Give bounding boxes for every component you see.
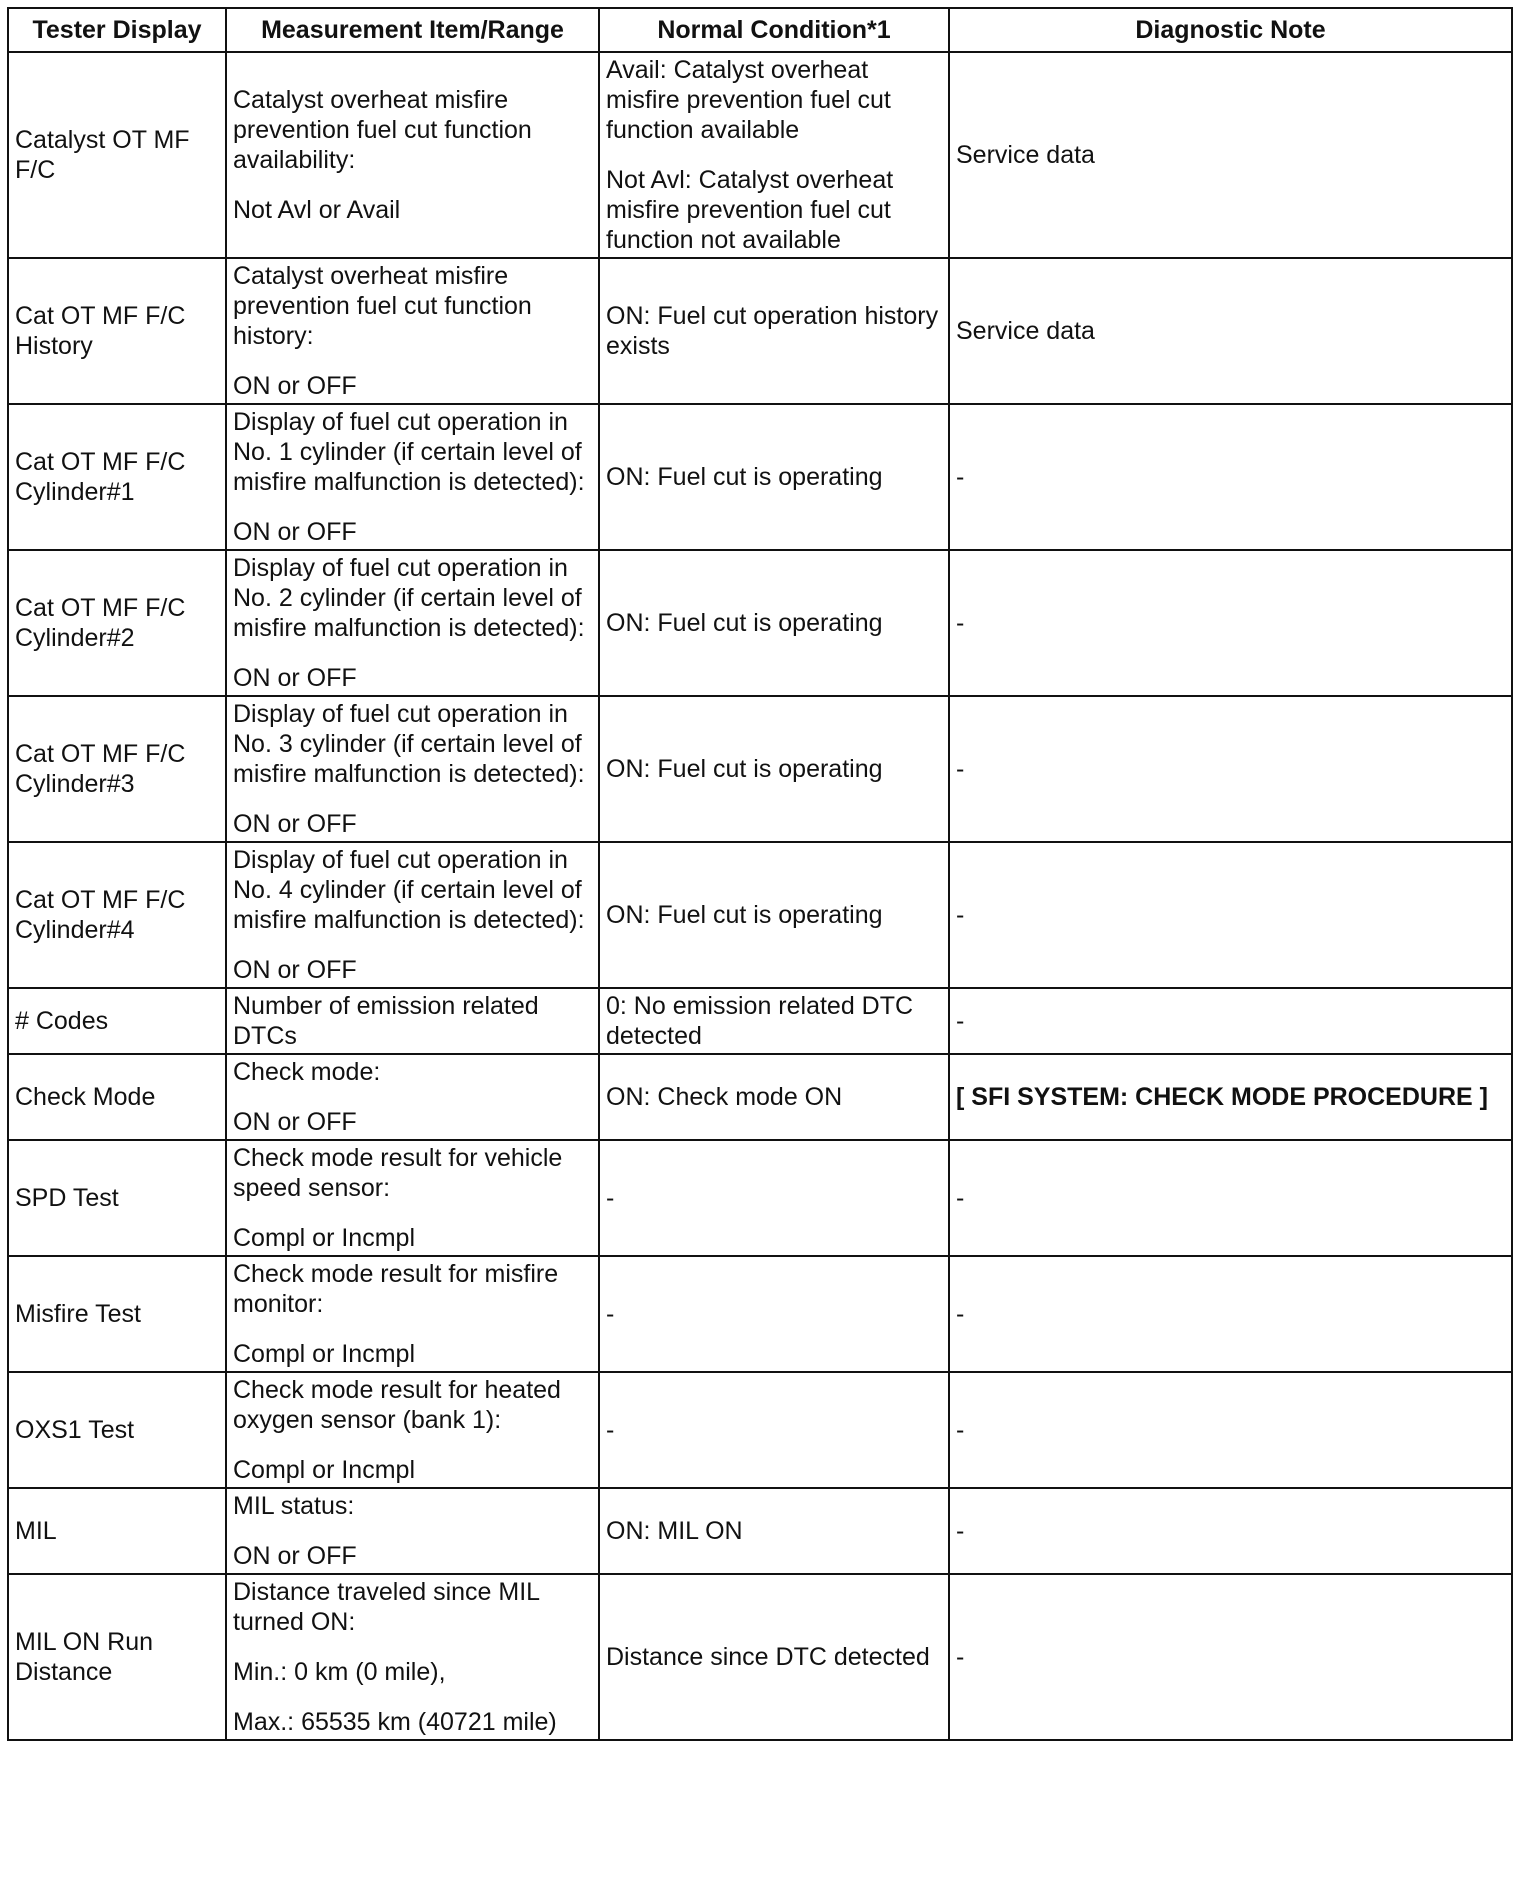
- measurement-cell: [226, 1574, 599, 1740]
- table-row: [8, 696, 1512, 842]
- measurement-line: Check mode:: [233, 1058, 381, 1086]
- measurement-line: Check mode result for vehicle speed sensor:: [233, 1144, 563, 1202]
- measurement-line: Check mode result for misfire monitor:: [233, 1260, 559, 1318]
- table-row: [8, 258, 1512, 404]
- measurement-cell: [226, 550, 599, 696]
- normal-condition-line: -: [606, 1300, 615, 1328]
- normal-condition-line: Distance since DTC detected: [606, 1643, 930, 1671]
- table-row: [8, 1256, 1512, 1372]
- normal-condition-cell: [599, 842, 949, 988]
- header-measurement-item: Measurement Item/Range: [226, 8, 599, 52]
- diagnostic-note-cell: -: [949, 404, 1512, 550]
- diagnostic-note-cell: -: [949, 550, 1512, 696]
- diagnostic-note-cell: -: [949, 1256, 1512, 1372]
- measurement-cell: [226, 52, 599, 258]
- measurement-cell: [226, 696, 599, 842]
- normal-condition-line: ON: Fuel cut is operating: [606, 463, 883, 491]
- header-row: [8, 8, 1512, 52]
- measurement-line: ON or OFF: [233, 1542, 357, 1570]
- normal-condition-line: ON: MIL ON: [606, 1517, 743, 1545]
- measurement-line: Catalyst overheat misfire prevention fuel cut function availability:: [233, 86, 532, 174]
- normal-condition-cell: [599, 1140, 949, 1256]
- normal-condition-line: -: [606, 1416, 615, 1444]
- diagnostic-note-cell: -: [949, 696, 1512, 842]
- tester-display-cell: Cat OT MF F/C Cylinder#4: [8, 842, 226, 988]
- table-row: [8, 1054, 1512, 1140]
- measurement-line: Display of fuel cut operation in No. 4 cylinder (if certain level of misfire malfunction is detected):: [233, 846, 585, 934]
- measurement-line: ON or OFF: [233, 1108, 357, 1136]
- diagnostic-note-cell: -: [949, 1372, 1512, 1488]
- measurement-line: ON or OFF: [233, 518, 357, 546]
- table-row: [8, 988, 1512, 1054]
- measurement-line: ON or OFF: [233, 664, 357, 692]
- measurement-line: Display of fuel cut operation in No. 1 cylinder (if certain level of misfire malfunction is detected):: [233, 408, 585, 496]
- measurement-line: ON or OFF: [233, 372, 357, 400]
- normal-condition-line: Avail: Catalyst overheat misfire prevention fuel cut function available: [606, 56, 891, 144]
- measurement-cell: [226, 404, 599, 550]
- normal-condition-line: 0: No emission related DTC detected: [606, 992, 914, 1050]
- measurement-cell: [226, 988, 599, 1054]
- table-body: [8, 52, 1512, 1740]
- measurement-line: Catalyst overheat misfire prevention fuel cut function history:: [233, 262, 532, 350]
- tester-display-cell: MIL: [8, 1488, 226, 1574]
- table-row: [8, 1488, 1512, 1574]
- measurement-line: Display of fuel cut operation in No. 3 cylinder (if certain level of misfire malfunction is detected):: [233, 700, 585, 788]
- measurement-line: ON or OFF: [233, 956, 357, 984]
- tester-display-cell: Misfire Test: [8, 1256, 226, 1372]
- measurement-line: Display of fuel cut operation in No. 2 cylinder (if certain level of misfire malfunction is detected):: [233, 554, 585, 642]
- measurement-cell: [226, 1140, 599, 1256]
- measurement-line: Max.: 65535 km (40721 mile): [233, 1708, 557, 1736]
- measurement-line: Distance traveled since MIL turned ON:: [233, 1578, 540, 1636]
- check-mode-procedure-link[interactable]: [ SFI SYSTEM: CHECK MODE PROCEDURE ]: [949, 1054, 1512, 1140]
- normal-condition-cell: [599, 404, 949, 550]
- measurement-line: Not Avl or Avail: [233, 196, 401, 224]
- normal-condition-cell: [599, 1574, 949, 1740]
- normal-condition-line: ON: Fuel cut is operating: [606, 755, 883, 783]
- diagnostic-note-cell: -: [949, 988, 1512, 1054]
- diagnostic-note-cell: Service data: [949, 258, 1512, 404]
- tester-display-cell: # Codes: [8, 988, 226, 1054]
- measurement-line: Min.: 0 km (0 mile),: [233, 1658, 446, 1686]
- measurement-cell: [226, 1256, 599, 1372]
- tester-display-cell: Check Mode: [8, 1054, 226, 1140]
- service-data-table: [7, 7, 1513, 1741]
- normal-condition-cell: [599, 988, 949, 1054]
- diagnostic-note-cell: -: [949, 1488, 1512, 1574]
- normal-condition-line: ON: Fuel cut operation history exists: [606, 302, 939, 360]
- tester-display-cell: MIL ON Run Distance: [8, 1574, 226, 1740]
- table-header: [8, 8, 1512, 52]
- tester-display-cell: Cat OT MF F/C Cylinder#3: [8, 696, 226, 842]
- normal-condition-line: Not Avl: Catalyst overheat misfire prevention fuel cut function not available: [606, 166, 894, 254]
- tester-display-cell: SPD Test: [8, 1140, 226, 1256]
- measurement-cell: [226, 1372, 599, 1488]
- normal-condition-line: ON: Fuel cut is operating: [606, 901, 883, 929]
- table-row: [8, 404, 1512, 550]
- measurement-line: MIL status:: [233, 1492, 355, 1520]
- diagnostic-note-cell: -: [949, 842, 1512, 988]
- tester-display-cell: Cat OT MF F/C History: [8, 258, 226, 404]
- measurement-cell: [226, 1054, 599, 1140]
- measurement-line: Compl or Incmpl: [233, 1224, 415, 1252]
- table-row: [8, 1574, 1512, 1740]
- header-tester-display: Tester Display: [8, 8, 226, 52]
- diagnostic-note-cell: Service data: [949, 52, 1512, 258]
- measurement-line: ON or OFF: [233, 810, 357, 838]
- table-row: [8, 1372, 1512, 1488]
- normal-condition-cell: [599, 1488, 949, 1574]
- tester-display-cell: Catalyst OT MF F/C: [8, 52, 226, 258]
- table-row: [8, 52, 1512, 258]
- measurement-cell: [226, 842, 599, 988]
- table-row: [8, 550, 1512, 696]
- table-row: [8, 1140, 1512, 1256]
- normal-condition-cell: [599, 550, 949, 696]
- normal-condition-cell: [599, 1256, 949, 1372]
- measurement-line: Number of emission related DTCs: [233, 992, 539, 1050]
- measurement-line: Check mode result for heated oxygen sensor (bank 1):: [233, 1376, 561, 1434]
- normal-condition-line: ON: Check mode ON: [606, 1083, 843, 1111]
- normal-condition-cell: [599, 1054, 949, 1140]
- normal-condition-line: ON: Fuel cut is operating: [606, 609, 883, 637]
- normal-condition-cell: [599, 696, 949, 842]
- header-normal-condition: Normal Condition*1: [599, 8, 949, 52]
- diagnostic-note-cell: -: [949, 1574, 1512, 1740]
- tester-display-cell: OXS1 Test: [8, 1372, 226, 1488]
- normal-condition-cell: [599, 52, 949, 258]
- table-row: [8, 842, 1512, 988]
- tester-display-cell: Cat OT MF F/C Cylinder#1: [8, 404, 226, 550]
- normal-condition-line: -: [606, 1184, 615, 1212]
- tester-display-cell: Cat OT MF F/C Cylinder#2: [8, 550, 226, 696]
- header-diagnostic-note: Diagnostic Note: [949, 8, 1512, 52]
- measurement-cell: [226, 258, 599, 404]
- normal-condition-cell: [599, 258, 949, 404]
- measurement-line: Compl or Incmpl: [233, 1340, 415, 1368]
- measurement-line: Compl or Incmpl: [233, 1456, 415, 1484]
- normal-condition-cell: [599, 1372, 949, 1488]
- measurement-cell: [226, 1488, 599, 1574]
- diagnostic-note-cell: -: [949, 1140, 1512, 1256]
